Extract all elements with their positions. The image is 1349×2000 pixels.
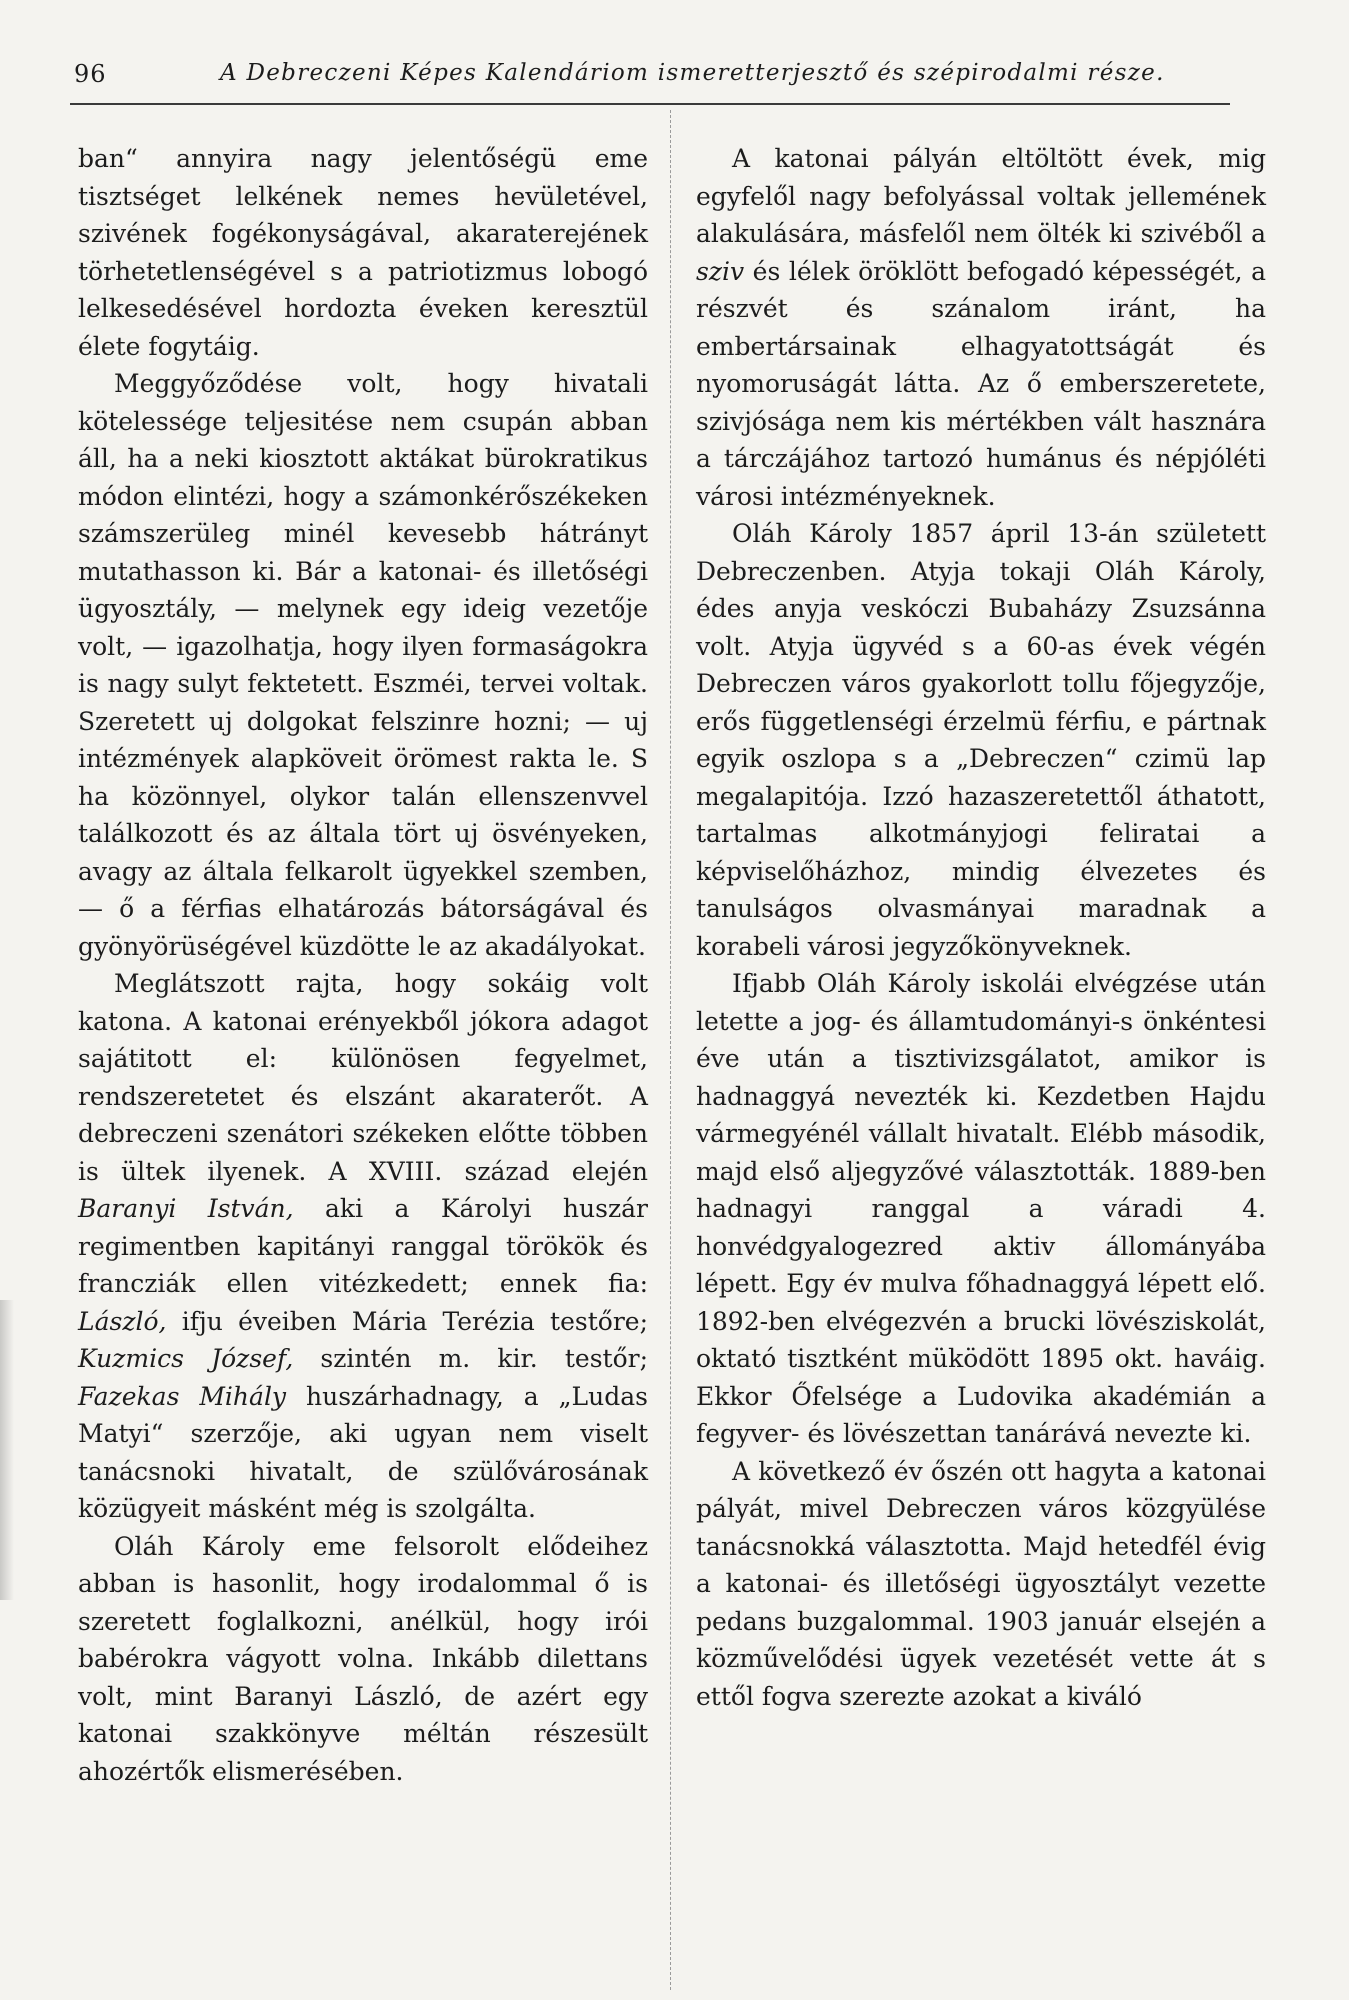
- right-column: [696, 140, 1266, 1715]
- text-run: ifju éveiben Mária Terézia testőre;: [166, 1306, 648, 1336]
- emphasis: sziv: [696, 256, 745, 286]
- paragraph: Meggyőződése volt, hogy hivatali kötelessége teljesitése nem csupán abban áll, ha a neki kiosztott aktákat bürokratikus módon elintézi, hogy a számonkérőszékeken számszerüleg minél kevesebb hátrányt mutathasson ki. Bár a katonai- és illetőségi ügyosztály, — melynek egy ideig vezetője volt, — igazolhatja, hogy ilyen formaságokra is nagy sulyt fektetett. Eszméi, tervei voltak. Szeretett uj dolgokat felszinre hozni; — uj intézmények alapköveit örömest rakta le. S ha közönnyel, olykor talán ellenszenvvel találkozott és az általa tört uj ösvényeken, avagy az általa felkarolt ügyekkel szemben, — ő a férfias elhatározás bátorságával és gyönyörüségével küzdötte le az akadályokat.: [78, 369, 648, 961]
- paragraph: Oláh Károly 1857 ápril 13-án született Debreczenben. Atyja tokaji Oláh Károly, édes anyja veskóczi Bubaházy Zsuzsánna volt. Atyja ügyvéd s a 60-as évek végén Debreczen város gyakorlott tollu főjegyzője, erős függetlenségi érzelmü férfiu, e pártnak egyik oszlopa s a „Debreczen“ czimü lap megalapitója. Izzó hazaszeretettől áthatott, tartalmas alkotmányjogi feliratai a képviselőházhoz, mindig élvezetes és tanulságos olvasmányai maradnak a korabeli városi jegyzőkönyveknek.: [696, 519, 1266, 961]
- paragraph: [78, 965, 648, 1528]
- text-run: huszárhadnagy, a „Ludas Matyi“ szerzője, aki ugyan nem viselt tanácsnoki hivatalt, de szülővárosának közügyeit másként még is szolgálta.: [78, 1381, 648, 1523]
- person-name: Fazekas Mihály: [78, 1381, 287, 1411]
- column-divider: [670, 110, 671, 1990]
- header-rule: [70, 103, 1230, 105]
- paragraph: A következő év őszén ott hagyta a katonai pályát, mivel Debreczen város közgyülése tanácsnokká választotta. Majd hetedfél évig a katonai- és illetőségi ügyosztályt vezette pedans buzgalommal. 1903 január elsején a közművelődési ügyek vezetését vette át s ettől fogva szerezte azokat a kiváló: [696, 1456, 1266, 1711]
- paragraph: Oláh Károly eme felsorolt elődeihez abban is hasonlit, hogy irodalommal ő is szeretett foglalkozni, anélkül, hogy irói babérokra vágyott volna. Inkább dilettans volt, mint Baranyi László, de azért egy katonai szakkönyve méltán részesült ahozértők elismerésében.: [78, 1531, 648, 1786]
- person-name: Baranyi István,: [78, 1194, 294, 1223]
- left-column: [78, 140, 648, 1790]
- paragraph: [696, 140, 1266, 515]
- paragraph: ban“ annyira nagy jelentőségü eme tisztséget lelkének nemes hevületével, szivének fogékonyságával, akaraterejének törhetetlenségével s a patriotizmus lobogó lelkesedésével hordozta éveken keresztül élete fogytáig.: [78, 144, 648, 361]
- paragraph: Ifjabb Oláh Károly iskolái elvégzése után letette a jog- és államtudományi-s önkéntesi éve után a tisztivizsgálatot, amikor is hadnaggyá nevezték ki. Kezdetben Hajdu vármegyénél vállalt hivatalt. Elébb második, majd első aljegyzővé választották. 1889-ben hadnagyi ranggal a váradi 4. honvédgyalogezred aktiv állományába lépett. Egy év mulva főhadnaggyá lépett elő. 1892-ben elvégezvén a brucki lövésziskolát, oktató tisztként müködött 1895 okt. haváig. Ekkor Őfelsége a Ludovika akadémián a fegyver- és lövészettan tanárává nevezte ki.: [696, 969, 1266, 1448]
- text-run: szintén m. kir. testőr;: [293, 1344, 648, 1373]
- person-name: Kuzmics József,: [78, 1344, 294, 1373]
- text-run: aki a Károlyi huszár regimentben kapitányi ranggal törökök és francziák ellen vitézkedett; ennek fia:: [78, 1194, 648, 1298]
- running-title: A Debreczeni Képes Kalendáriom ismeretterjesztő és szépirodalmi része.: [220, 60, 1165, 86]
- margin-stain: [0, 1300, 14, 1600]
- person-name: László,: [78, 1306, 167, 1336]
- text-run: és lélek öröklött befogadó képességét, a részvét és szánalom iránt, ha embertársainak elhagyatottságát és nyomoruságát látta. Az ő emberszeretete, szivjósága nem kis mértékben vált hasznára a tárczájához tartozó humánus és népjóléti városi intézményeknek.: [696, 256, 1266, 511]
- text-run: A katonai pályán eltöltött évek, mig egyfelől nagy befolyással voltak jellemének alakulására, másfelől nem ölték ki szivéből a: [696, 144, 1266, 248]
- page-number: 96: [74, 60, 107, 88]
- text-run: Meglátszott rajta, hogy sokáig volt katona. A katonai erényekből jókora adagot sajátitott el: különösen fegyelmet, rendszeretetet és elszánt akaraterőt. A debreczeni szenátori székeken előtte többen is ültek ilyenek. A XVIII. század elején: [78, 969, 648, 1186]
